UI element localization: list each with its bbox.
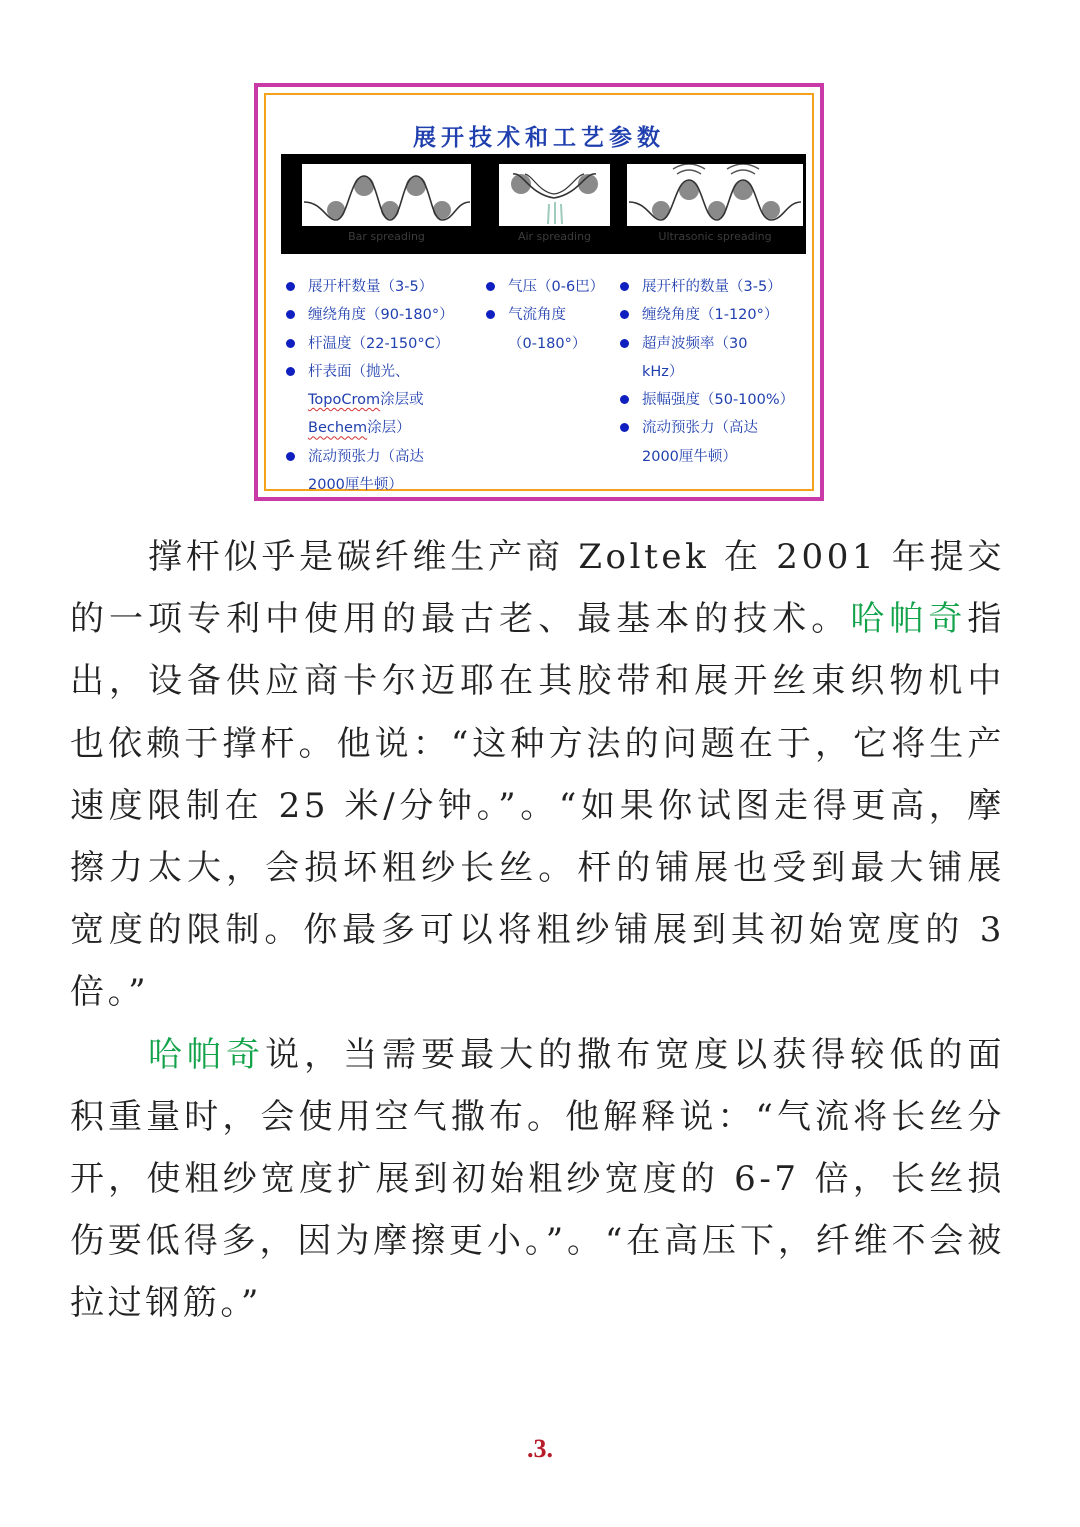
air-flow-line <box>561 204 562 224</box>
bar-spreading-drawing <box>302 164 471 226</box>
rod <box>406 176 426 196</box>
bar-param-surface-line3: Bechem涂层） <box>308 420 411 437</box>
ultrasonic-param-count: 展开杆的数量（3-5） <box>618 273 808 301</box>
article-body <box>70 526 1005 1335</box>
bar-param-wrap-angle: 缠绕角度（90-180°） <box>284 301 474 329</box>
air-params-list <box>484 273 624 358</box>
air-spreading-illustration <box>499 164 610 226</box>
ultrasonic-spreading-illustration <box>627 164 803 226</box>
ultrasonic-spreading-drawing <box>627 164 803 226</box>
ultrasonic-param-frequency: 超声波频率（30 <box>618 330 808 358</box>
page-number: .3. <box>527 1434 553 1463</box>
bar-spreading-illustration <box>302 164 471 226</box>
bar-param-temperature: 杆温度（22-150°C） <box>284 330 474 358</box>
paragraph-2: 哈帕奇说，当需要最大的撒布宽度以获得较低的面积重量时，会使用空气撒布。他解释说：“气流将长丝分开，使粗纱宽度扩展到初始粗纱宽度的 6-7 倍，长丝损伤要低得多，因为摩擦更小。”。“在高压下，纤维不会被拉过钢筋。” <box>70 1034 1005 1324</box>
tow-path <box>525 174 584 194</box>
ultrasound-wave <box>673 164 705 169</box>
bar-params-list <box>284 273 474 499</box>
ultrasound-wave <box>727 164 759 169</box>
bar-spreading-caption: Bar spreading <box>348 230 425 243</box>
air-param-flow-angle-line2: （0-180°） <box>508 335 587 352</box>
ultrasonic-param-wrap-angle: 缠绕角度（1-120°） <box>618 301 808 329</box>
bar-param-surface-line2: TopoCrom涂层或 <box>308 392 424 409</box>
ultrasonic-param-pretension-line2: 2000厘牛顿） <box>642 448 737 465</box>
ultrasonic-params-list <box>618 273 808 471</box>
ultrasonic-param-amplitude: 振幅强度（50-100%） <box>618 386 808 414</box>
air-flow-line <box>548 204 549 224</box>
ultrasound-wave <box>677 170 701 174</box>
ultrasound-wave <box>731 170 755 174</box>
air-spreading-drawing <box>499 164 610 226</box>
highlighted-name: 哈帕奇 <box>148 1034 266 1075</box>
highlighted-name: 哈帕奇 <box>850 599 968 640</box>
bar-param-pretension-line2: 2000厘牛顿） <box>308 477 403 494</box>
figure-frame <box>254 83 824 501</box>
figure-title: 展开技术和工艺参数 <box>413 125 665 151</box>
paragraph-1: 撑杆似乎是碳纤维生产商 Zoltek 在 2001 年提交的一项专利中使用的最古老、最基本的技术。哈帕奇指出，设备供应商卡尔迈耶在其胶带和展开丝束织物机中也依赖于撑杆。他说：“这种方法的问题在于，它将生产速度限制在 25 米/分钟。”。“如果你试图走得更高，摩擦力太大，会损坏粗纱长丝。杆的铺展也受到最大铺展宽度的限制。你最多可以将粗纱铺展到其初始宽度的 3 倍。” <box>70 537 1005 1013</box>
bar-param-count: 展开杆数量（3-5） <box>284 273 474 301</box>
method-illustration-strip <box>281 154 806 254</box>
ultrasonic-param-pretension: 流动预张力（高达 <box>618 414 808 442</box>
ultrasonic-spreading-caption: Ultrasonic spreading <box>658 230 772 243</box>
figure-inner-frame <box>264 93 814 494</box>
bar-param-surface: 杆表面（抛光、 <box>284 358 474 386</box>
bar-param-pretension: 流动预张力（高达 <box>284 443 474 471</box>
air-param-pressure: 气压（0-6巴） <box>484 273 624 301</box>
ultrasonic-param-frequency-line2: kHz） <box>642 363 684 380</box>
air-param-flow-angle: 气流角度 <box>484 301 624 329</box>
air-spreading-caption: Air spreading <box>517 230 592 243</box>
rod <box>354 176 374 196</box>
